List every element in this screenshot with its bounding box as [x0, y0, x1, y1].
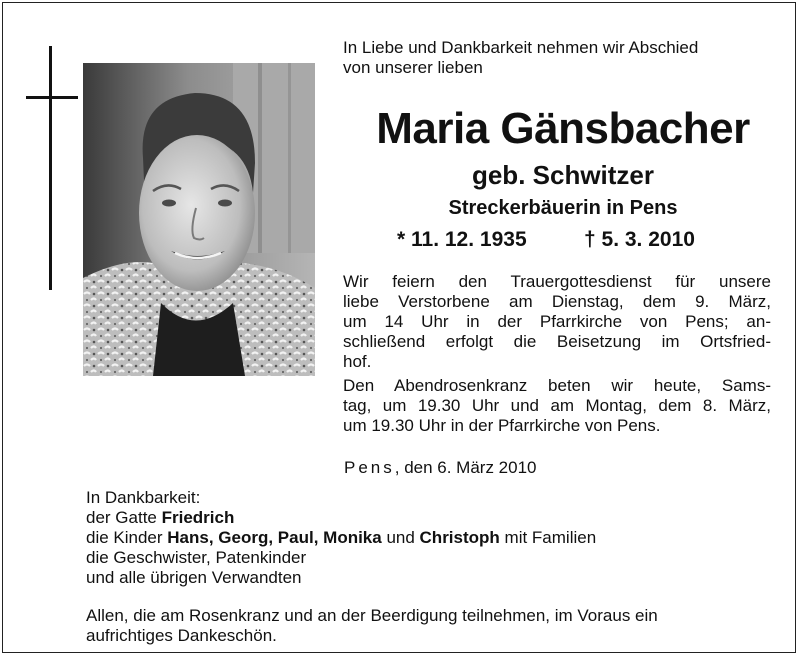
- service-line: liebe Verstorbene am Dienstag, dem 9. März,: [343, 292, 771, 311]
- service-announcement: [343, 272, 771, 436]
- maiden-name: geb. Schwitzer: [471, 160, 655, 190]
- spouse-line: [86, 508, 596, 528]
- rosary-line: Den Abendrosenkranz beten wir heute, Sams-: [343, 376, 771, 395]
- spouse-prefix: der Gatte: [86, 508, 162, 527]
- rosary-line: tag, um 19.30 Uhr und am Montag, dem 8. März,: [343, 396, 771, 415]
- place-name: Pens: [344, 458, 395, 477]
- intro-line-1: In Liebe und Dankbarkeit nehmen wir Abschied: [343, 38, 699, 57]
- rosary-line: um 19.30 Uhr in der Pfarrkirche von Pens.: [343, 416, 661, 435]
- portrait-photo: [83, 63, 315, 376]
- death-date: † 5. 3. 2010: [584, 228, 695, 251]
- notice-date: , den 6. März 2010: [394, 458, 537, 477]
- children-names: Hans, Georg, Paul, Monika: [167, 528, 382, 547]
- place-and-date: [344, 458, 537, 478]
- siblings-line: die Geschwister, Patenkinder: [86, 548, 307, 567]
- children-and: und: [381, 528, 420, 547]
- closing-line-2: aufrichtiges Dankeschön.: [86, 626, 277, 645]
- relatives-line: und alle übrigen Verwandten: [86, 568, 302, 587]
- closing-line-1: Allen, die am Rosenkranz und an der Beerdigung teilnehmen, im Voraus ein: [86, 606, 658, 625]
- children-line: [86, 528, 596, 548]
- service-line: Wir feiern den Trauergottesdienst für unsere: [343, 272, 771, 291]
- service-line: hof.: [343, 352, 372, 371]
- children-suffix: mit Familien: [499, 528, 597, 547]
- children-name-last: Christoph: [419, 528, 500, 547]
- spouse-name: Friedrich: [161, 508, 235, 527]
- service-line: um 14 Uhr in der Pfarrkirche von Pens; an-: [343, 312, 771, 331]
- birth-date: * 11. 12. 1935: [397, 228, 527, 251]
- intro-text: [343, 38, 698, 78]
- closing-thanks: [86, 606, 658, 646]
- mourners-list: [86, 488, 596, 588]
- deceased-name: Maria Gänsbacher: [376, 104, 750, 153]
- thanks-heading: In Dankbarkeit:: [86, 488, 201, 507]
- deceased-description: Streckerbäuerin in Pens: [448, 197, 678, 219]
- service-line: schließend erfolgt die Beisetzung im Ortsfried-: [343, 332, 771, 351]
- children-prefix: die Kinder: [86, 528, 168, 547]
- intro-line-2: von unserer lieben: [343, 58, 483, 77]
